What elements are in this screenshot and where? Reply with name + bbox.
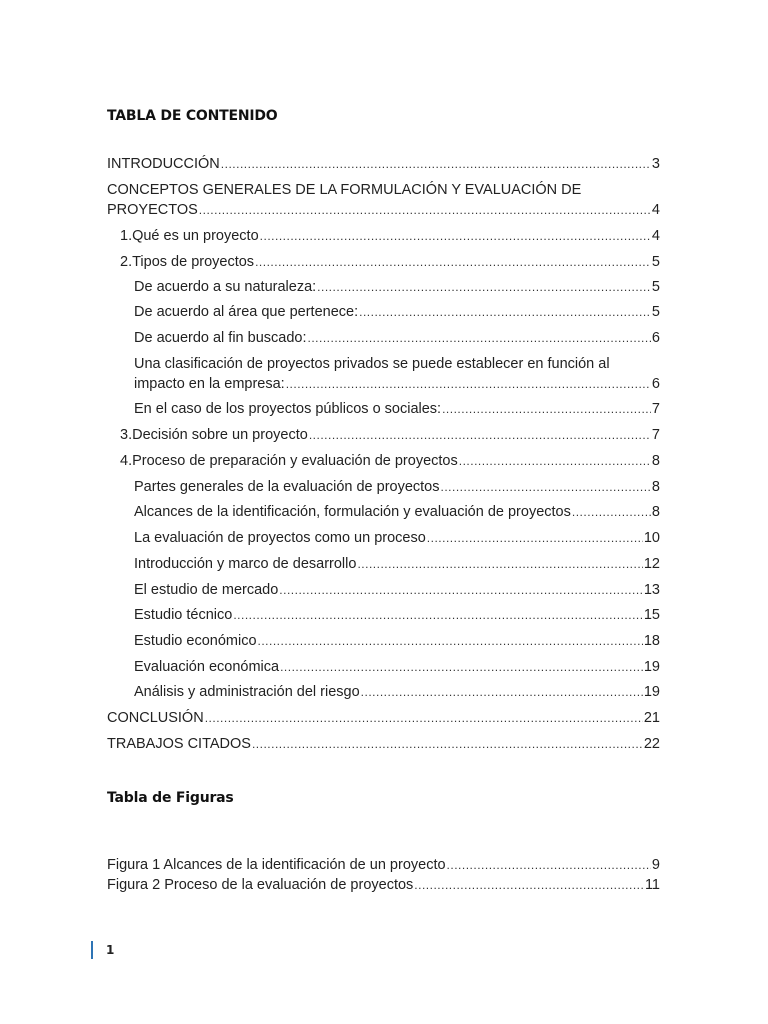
toc-heading: TABLA DE CONTENIDO xyxy=(107,108,278,124)
toc-entry-naturaleza[interactable] xyxy=(134,277,660,297)
toc-entry-title-line1: CONCEPTOS GENERALES DE LA FORMULACIÓN Y EVALUACIÓN DE xyxy=(107,182,582,198)
toc-entry-page: 21 xyxy=(643,710,660,726)
toc-leader-dots xyxy=(359,302,651,322)
toc-leader-dots xyxy=(442,399,651,419)
toc-entry-title: INTRODUCCIÓN xyxy=(107,156,220,172)
toc-entry-page: 5 xyxy=(651,304,660,320)
toc-entry-page: 4 xyxy=(651,228,660,244)
toc-entry-title: En el caso de los proyectos públicos o sociales: xyxy=(134,401,442,417)
toc-entry-page: 7 xyxy=(651,401,660,417)
toc-entry-page: 6 xyxy=(651,376,660,392)
toc-entry-title: TRABAJOS CITADOS xyxy=(107,736,251,752)
figures-heading: Tabla de Figuras xyxy=(107,790,234,806)
toc-leader-dots xyxy=(309,425,651,445)
toc-entry-evaluacion-economica[interactable] xyxy=(134,657,660,677)
toc-entry-riesgo[interactable] xyxy=(134,682,660,702)
toc-entry-title: Evaluación económica xyxy=(134,659,280,675)
toc-entry-partes-generales[interactable] xyxy=(134,477,660,497)
toc-entry-estudio-tecnico[interactable] xyxy=(134,605,660,625)
toc-leader-dots xyxy=(252,734,643,754)
toc-entry-conceptos-generales[interactable] xyxy=(107,180,660,220)
toc-entry-page: 10 xyxy=(643,530,660,546)
toc-leader-dots xyxy=(317,277,651,297)
toc-entry-marco-desarrollo[interactable] xyxy=(134,554,660,574)
toc-entry-title: De acuerdo a su naturaleza: xyxy=(134,279,317,295)
toc-entry-title: Decisión sobre un proyecto xyxy=(132,427,308,443)
toc-entry-title: Estudio económico xyxy=(134,633,257,649)
toc-entry-page: 22 xyxy=(643,736,660,752)
toc-entry-number: 4. xyxy=(120,453,133,469)
toc-leader-dots xyxy=(205,708,643,728)
figure-entry-page: 11 xyxy=(644,877,660,893)
toc-entry-page: 6 xyxy=(651,330,660,346)
toc-entry-trabajos-citados[interactable] xyxy=(107,734,660,754)
toc-leader-dots xyxy=(286,374,651,394)
toc-entry-number: 1. xyxy=(120,228,133,244)
toc-entry-page: 12 xyxy=(643,556,660,572)
toc-entry-conclusion[interactable] xyxy=(107,708,660,728)
toc-entry-page: 18 xyxy=(643,633,660,649)
toc-entry-tipos-de-proyectos[interactable] xyxy=(120,252,660,272)
toc-leader-dots xyxy=(441,477,651,497)
toc-entry-number: 3. xyxy=(120,427,133,443)
toc-entry-title: Tipos de proyectos xyxy=(132,254,255,270)
toc-leader-dots xyxy=(221,154,651,174)
toc-leader-dots xyxy=(279,580,643,600)
toc-leader-dots xyxy=(357,554,642,574)
toc-entry-title: Partes generales de la evaluación de proyectos xyxy=(134,479,440,495)
toc-entry-title: impacto en la empresa: xyxy=(134,376,285,392)
toc-leader-dots xyxy=(260,226,651,246)
toc-leader-dots xyxy=(308,328,651,348)
toc-leader-dots xyxy=(199,200,651,220)
toc-entry-title: Qué es un proyecto xyxy=(132,228,259,244)
toc-entry-title: Estudio técnico xyxy=(134,607,233,623)
toc-entry-page: 19 xyxy=(643,684,660,700)
toc-entry-title: De acuerdo al fin buscado: xyxy=(134,330,307,346)
toc-leader-dots xyxy=(258,631,643,651)
toc-entry-page: 5 xyxy=(651,254,660,270)
toc-entry-page: 8 xyxy=(651,453,660,469)
toc-entry-title: Análisis y administración del riesgo xyxy=(134,684,360,700)
toc-entry-page: 3 xyxy=(651,156,660,172)
toc-entry-evaluacion-proceso[interactable] xyxy=(134,528,660,548)
figure-entry-title: Figura 2 Proceso de la evaluación de proyectos xyxy=(107,877,414,893)
toc-entry-title: El estudio de mercado xyxy=(134,582,279,598)
toc-entry-que-es-un-proyecto[interactable] xyxy=(120,226,660,246)
toc-entry-page: 7 xyxy=(651,427,660,443)
toc-entry-title: PROYECTOS xyxy=(107,202,198,218)
toc-entry-title: Proceso de preparación y evaluación de proyectos xyxy=(132,453,458,469)
toc-entry-clasificacion-privados[interactable] xyxy=(134,354,660,394)
toc-entry-page: 4 xyxy=(651,202,660,218)
toc-entry-proceso-preparacion[interactable] xyxy=(120,451,660,471)
toc-leader-dots xyxy=(459,451,651,471)
toc-entry-area[interactable] xyxy=(134,302,660,322)
toc-entry-publicos-sociales[interactable] xyxy=(134,399,660,419)
toc-entry-page: 8 xyxy=(651,479,660,495)
toc-entry-estudio-economico[interactable] xyxy=(134,631,660,651)
toc-entry-title: De acuerdo al área que pertenece: xyxy=(134,304,359,320)
toc-entry-decision[interactable] xyxy=(120,425,660,445)
toc-leader-dots xyxy=(280,657,643,677)
figure-entry-2[interactable] xyxy=(107,875,660,895)
toc-leader-dots xyxy=(572,502,651,522)
toc-leader-dots xyxy=(361,682,643,702)
toc-leader-dots xyxy=(447,855,651,875)
toc-entry-title: CONCLUSIÓN xyxy=(107,710,204,726)
toc-entry-page: 8 xyxy=(651,504,660,520)
toc-entry-fin-buscado[interactable] xyxy=(134,328,660,348)
toc-entry-alcances[interactable] xyxy=(134,502,660,522)
toc-entry-number: 2. xyxy=(120,254,133,270)
footer-accent-bar xyxy=(91,941,93,959)
toc-entry-title: Introducción y marco de desarrollo xyxy=(134,556,357,572)
toc-leader-dots xyxy=(414,875,644,895)
toc-entry-page: 5 xyxy=(651,279,660,295)
figure-entry-page: 9 xyxy=(651,857,660,873)
toc-entry-title: La evaluación de proyectos como un proceso xyxy=(134,530,426,546)
footer-page-number: 1 xyxy=(106,943,115,957)
toc-entry-page: 13 xyxy=(643,582,660,598)
toc-leader-dots xyxy=(255,252,651,272)
toc-entry-estudio-mercado[interactable] xyxy=(134,580,660,600)
toc-entry-page: 19 xyxy=(643,659,660,675)
toc-entry-introduccion[interactable] xyxy=(107,154,660,174)
toc-entry-title: Alcances de la identificación, formulación y evaluación de proyectos xyxy=(134,504,571,520)
toc-entry-page: 15 xyxy=(643,607,660,623)
toc-leader-dots xyxy=(233,605,643,625)
figure-entry-title: Figura 1 Alcances de la identificación de un proyecto xyxy=(107,857,446,873)
figure-entry-1[interactable] xyxy=(107,855,660,875)
toc-leader-dots xyxy=(427,528,643,548)
toc-entry-title-line1: Una clasificación de proyectos privados se puede establecer en función al xyxy=(134,356,610,372)
